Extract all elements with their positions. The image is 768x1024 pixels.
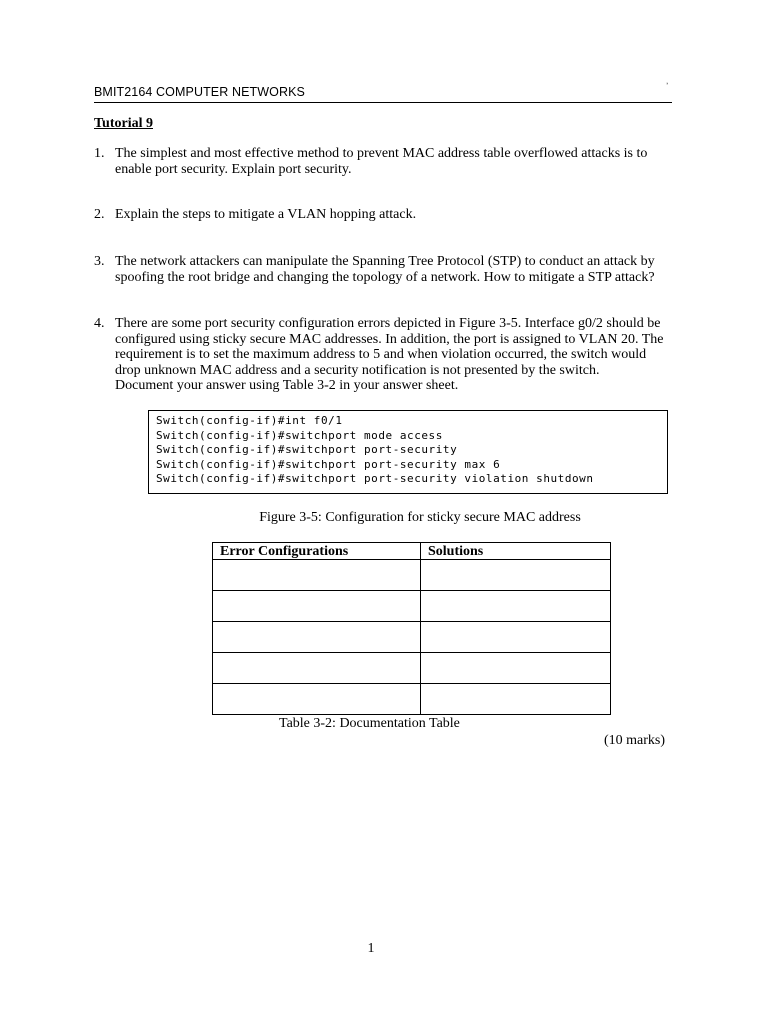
config-code-box	[148, 410, 668, 494]
question-number: 1.	[94, 146, 105, 161]
figure-caption: Figure 3-5: Configuration for sticky secure MAC address	[259, 510, 581, 525]
question-number: 3.	[94, 254, 105, 269]
table-header: Solutions	[421, 543, 611, 560]
table-cell	[213, 622, 421, 653]
table-row	[213, 622, 611, 653]
table-cell	[421, 591, 611, 622]
table-caption: Table 3-2: Documentation Table	[279, 716, 460, 731]
question-line: The network attackers can manipulate the Spanning Tree Protocol (STP) to conduct an attack by	[115, 254, 655, 269]
documentation-table	[212, 542, 611, 715]
table-row	[213, 653, 611, 684]
table-cell	[421, 653, 611, 684]
question-4	[94, 316, 675, 394]
table-cell	[421, 622, 611, 653]
question-line: configured using sticky secure MAC addresses. In addition, the port is assigned to VLAN 20. The	[115, 331, 664, 347]
question-1	[94, 146, 675, 177]
table-row	[213, 684, 611, 715]
question-line: Document your answer using Table 3-2 in your answer sheet.	[115, 378, 459, 393]
code-line: Switch(config-if)#switchport port-security	[156, 443, 458, 456]
table-cell	[213, 591, 421, 622]
header-mark: ʼ	[666, 82, 668, 91]
code-line: Switch(config-if)#switchport port-security violation shutdown	[156, 472, 594, 485]
course-title: BMIT2164 COMPUTER NETWORKS	[94, 85, 305, 99]
question-number: 2.	[94, 207, 105, 222]
table-cell	[213, 684, 421, 715]
question-line: Explain the steps to mitigate a VLAN hopping attack.	[115, 207, 417, 222]
table-cell	[213, 560, 421, 591]
table-cell	[421, 560, 611, 591]
table-row	[213, 560, 611, 591]
question-line: spoofing the root bridge and changing the topology of a network. How to mitigate a STP attack?	[115, 269, 655, 285]
page-header	[94, 84, 672, 103]
question-line: enable port security. Explain port security.	[115, 161, 352, 177]
question-number: 4.	[94, 316, 105, 331]
question-line: The simplest and most effective method to prevent MAC address table overflowed attacks is to	[115, 146, 648, 161]
table-header-row	[213, 543, 611, 560]
code-line: Switch(config-if)#switchport port-security max 6	[156, 457, 501, 471]
table-row	[213, 591, 611, 622]
question-line: drop unknown MAC address and a security notification is not presented by the switch.	[115, 362, 600, 378]
question-3	[94, 254, 675, 285]
question-line: There are some port security configuration errors depicted in Figure 3-5. Interface g0/2 should be	[115, 316, 661, 331]
table-cell	[213, 653, 421, 684]
question-2	[94, 207, 675, 223]
table-header: Error Configurations	[213, 543, 421, 560]
code-line: Switch(config-if)#switchport mode access	[156, 428, 443, 442]
marks-label: (10 marks)	[603, 733, 665, 748]
tutorial-title: Tutorial 9	[94, 116, 153, 131]
question-line: requirement is to set the maximum address to 5 and when violation occurred, the switch would	[115, 347, 647, 362]
page-number: 1	[367, 941, 375, 956]
code-line: Switch(config-if)#int f0/1	[156, 414, 343, 427]
table-cell	[421, 684, 611, 715]
